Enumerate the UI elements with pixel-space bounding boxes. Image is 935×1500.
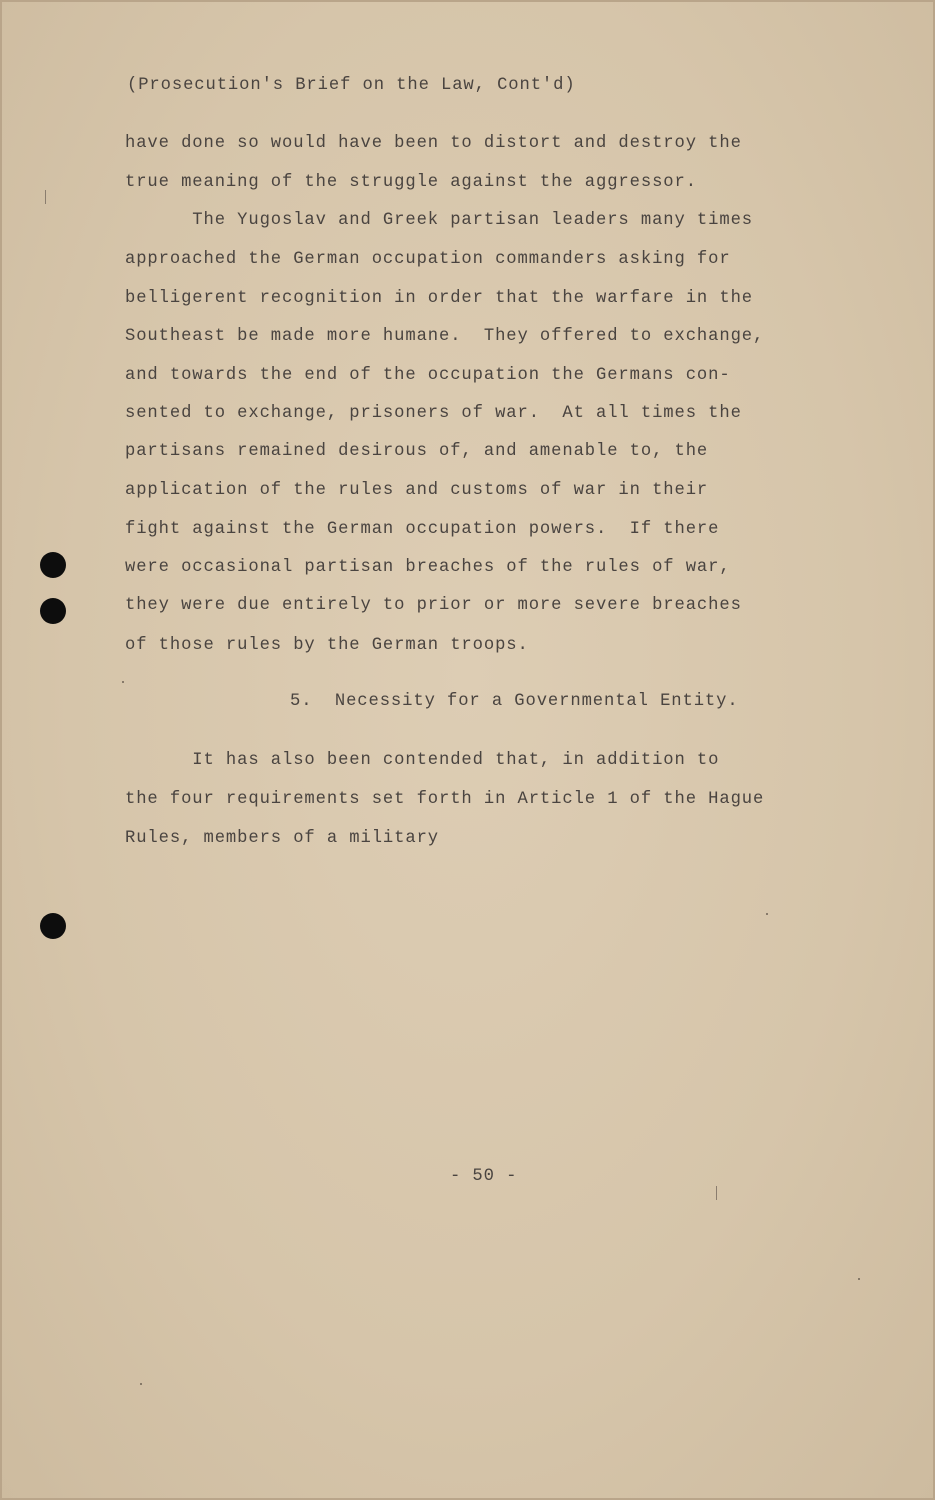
body-line: of those rules by the German troops. xyxy=(125,636,529,655)
margin-mark xyxy=(716,1186,717,1200)
body-line: belligerent recognition in order that the warfare in the xyxy=(125,289,753,308)
body-line: It has also been contended that, in addition to xyxy=(125,751,720,770)
paper-speck xyxy=(140,1383,142,1385)
body-line: fight against the German occupation powers. If there xyxy=(125,520,720,539)
page-number: - 50 - xyxy=(450,1167,518,1186)
body-line: Southeast be made more humane. They offered to exchange, xyxy=(125,327,765,346)
body-line: have done so would have been to distort and destroy the xyxy=(125,134,742,153)
body-line: and towards the end of the occupation the Germans con- xyxy=(125,366,731,385)
punch-hole-bottom xyxy=(40,913,66,939)
body-line: The Yugoslav and Greek partisan leaders many times xyxy=(125,211,753,230)
punch-hole-top xyxy=(40,552,66,578)
body-line: the four requirements set forth in Article 1 of the Hague xyxy=(125,790,765,809)
body-line: partisans remained desirous of, and amenable to, the xyxy=(125,442,709,461)
punch-hole-middle xyxy=(40,598,66,624)
body-line: Rules, members of a military xyxy=(125,829,439,848)
paper-speck xyxy=(766,913,768,915)
body-line: application of the rules and customs of war in their xyxy=(125,481,709,500)
paper-speck xyxy=(858,1278,860,1280)
body-line: approached the German occupation commanders asking for xyxy=(125,250,731,269)
margin-mark xyxy=(45,190,46,204)
body-line: they were due entirely to prior or more severe breaches xyxy=(125,596,742,615)
body-line: sented to exchange, prisoners of war. At all times the xyxy=(125,404,742,423)
body-line: true meaning of the struggle against the aggressor. xyxy=(125,173,697,192)
body-line: were occasional partisan breaches of the rules of war, xyxy=(125,558,731,577)
section-heading: 5. Necessity for a Governmental Entity. xyxy=(290,692,739,711)
running-header: (Prosecution's Brief on the Law, Cont'd) xyxy=(127,76,576,95)
paper-speck xyxy=(122,681,124,683)
